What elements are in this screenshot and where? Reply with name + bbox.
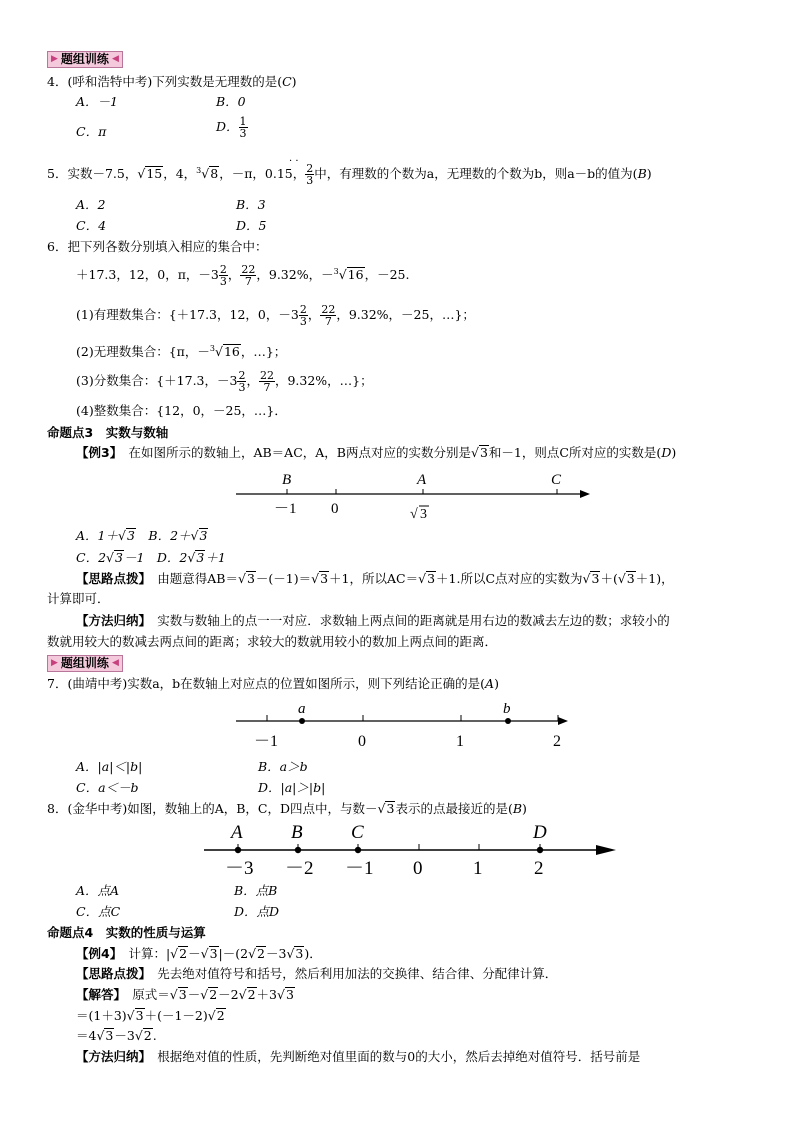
point-label-a: A [417,472,427,488]
ex3-options-ab: A．1＋√3 B．2＋√3 [76,528,208,543]
ex3-hint-line2: 计算即可． [47,591,110,606]
q6-set-fraction: (3)分数集合：{＋17.3，－3 $\frac{2}{3}$ ， $\frac{22}{7}$ ，9.32%，…}； [76,369,373,394]
q6-set-irrational: (2)无理数集合：{π，－$^3$√16，…}； [76,344,287,360]
section-badge [47,655,123,672]
tick-label-1: 1 [456,733,464,750]
tick-label-minus1: －1 [345,858,374,879]
q4-option-a: A．－1 [76,94,118,109]
tick-label-minus1: －1 [254,733,279,750]
point-c-dot [355,847,361,853]
point-label-c: C [351,822,364,843]
q8-option-d: D．点D [234,904,280,919]
q4-option-d: D． $\frac{1}{3}$ [216,115,247,140]
q5-option-c: C．4 [76,218,107,233]
q8-option-a: A．点A [76,883,120,898]
tick-label-0: 0 [331,501,339,517]
axis-arrow-icon [558,717,568,725]
q7-option-b: B．a＞b [258,759,308,774]
q7-option-d: D．|a|＞|b| [258,780,326,795]
ex3-method-line2: 数就用较大的数减去两点间的距离；求较大的数就用较小的数加上两点间的距离． [47,634,498,649]
topic-4-heading: 命题点4 实数的性质与运算 [47,925,206,940]
point-d-dot [537,847,543,853]
q6-number-list: ＋17.3，12，0，π，－3 $\frac{2}{3}$ ， $\frac{22}{7}$ ，9.32%，－$^3$√16，－25. [76,263,410,289]
point-label-d: D [533,822,547,843]
point-label-a: A [231,822,243,843]
q8-option-b: B．点B [234,883,278,898]
example-4-stem: 【例4】 计算：|√2－√3|－(2√2－3√3)． [76,946,322,961]
ex4-solution-line2: ＝(1＋3)√3＋(－1－2)√2 [76,1008,225,1023]
point-label-b: B [282,472,292,488]
question-7-stem: 7．(曲靖中考)实数a，b在数轴上对应点的位置如图所示，则下列结论正确的是(A) [47,676,499,691]
question-6-stem: 6．把下列各数分别填入相应的集合中： [47,239,268,254]
tick-label-0: 0 [413,858,423,879]
point-label-c: C [551,472,562,488]
repeating-dots: · · [289,156,299,167]
q5-option-d: D．5 [236,218,267,233]
q4-option-c: C．π [76,124,107,139]
tick-label-minus3: －3 [225,858,254,879]
q7-option-a: A．|a|＜|b| [76,759,143,774]
tick-label-2: 2 [553,733,561,750]
q5-option-b: B．3 [236,197,266,212]
q4-option-b: B．0 [216,94,246,109]
question-5-stem: 5．实数－7.5，√15，4，$^3$√8，－π，0.15， $\frac{2}{3}$ 中，有理数的个数为a，无理数的个数为b，则a－b的值为(B) [47,162,652,188]
tick-label-minus2: －2 [285,858,314,879]
ex3-hint: 【思路点拨】 由题意得AB＝√3－(－1)＝√3＋1，所以AC＝√3＋1.所以C点对应的实数为√3＋(√3＋1)， [76,571,674,586]
q8-option-c: C．点C [76,904,121,919]
number-line-2 [232,698,572,752]
ex4-solution-line3: ＝4√3－3√2. [76,1028,157,1043]
axis-arrow-icon [580,490,590,498]
number-line-3 [200,818,620,880]
topic-3-heading: 命题点3 实数与数轴 [47,425,169,440]
ex3-options-cd: C．2√3－1 D．2√3＋1 [76,550,226,565]
ex4-hint: 【思路点拨】 先去绝对值符号和括号，然后利用加法的交换律、结合律、分配律计算． [76,966,558,981]
point-a-dot [235,847,241,853]
section-badge [47,51,123,68]
axis-arrow-icon [596,845,616,855]
right-triangle-icon: ▶ [51,54,58,64]
point-b-dot [295,847,301,853]
tick-label-2: 2 [534,858,544,879]
point-b-dot [505,718,511,724]
point-label-a: a [298,701,306,717]
tick-label-minus1: －1 [274,501,297,517]
badge-label: 题组训练 [60,656,109,670]
badge-label: 题组训练 [60,52,109,66]
sqrt-sign-icon: √ [410,507,418,522]
tick-label-sqrt3: 3 [420,507,427,522]
point-a-dot [299,718,305,724]
right-triangle-icon: ▶ [51,658,58,668]
point-label-b: B [291,822,303,843]
q6-set-integer: (4)整数集合：{12，0，－25，…}． [76,403,287,418]
q6-set-rational: (1)有理数集合：{＋17.3，12，0，－3 $\frac{2}{3}$ ， $\frac{22}{7}$ ，9.32%，－25，…}； [76,303,475,328]
ex3-method: 【方法归纳】 实数与数轴上的点一一对应．求数轴上两点间的距离就是用右边的数减去左边的数；求较小的 [76,613,670,628]
question-4-stem: 4．(呼和浩特中考)下列实数是无理数的是(C) [47,74,297,89]
example-3-stem: 【例3】 在如图所示的数轴上，AB＝AC，A，B两点对应的实数分别是√3和－1，则点C所对应的实数是(D) [76,445,677,460]
tick-label-1: 1 [473,858,483,879]
q7-option-c: C．a＜－b [76,780,139,795]
question-8-stem: 8．(金华中考)如图，数轴上的A，B，C，D四点中，与数－√3表示的点最接近的是(B) [47,801,527,816]
ex4-solution-line1: 【解答】 原式＝√3－√2－2√2＋3√3 [76,987,294,1002]
number-line-1 [230,466,590,526]
left-triangle-icon: ◀ [111,54,119,64]
left-triangle-icon: ◀ [111,658,119,668]
q5-option-a: A．2 [76,197,106,212]
ex4-method: 【方法归纳】 根据绝对值的性质，先判断绝对值里面的数与0的大小，然后去掉绝对值符号．括号前是 [76,1049,641,1064]
tick-label-0: 0 [358,733,366,750]
point-label-b: b [503,701,511,717]
